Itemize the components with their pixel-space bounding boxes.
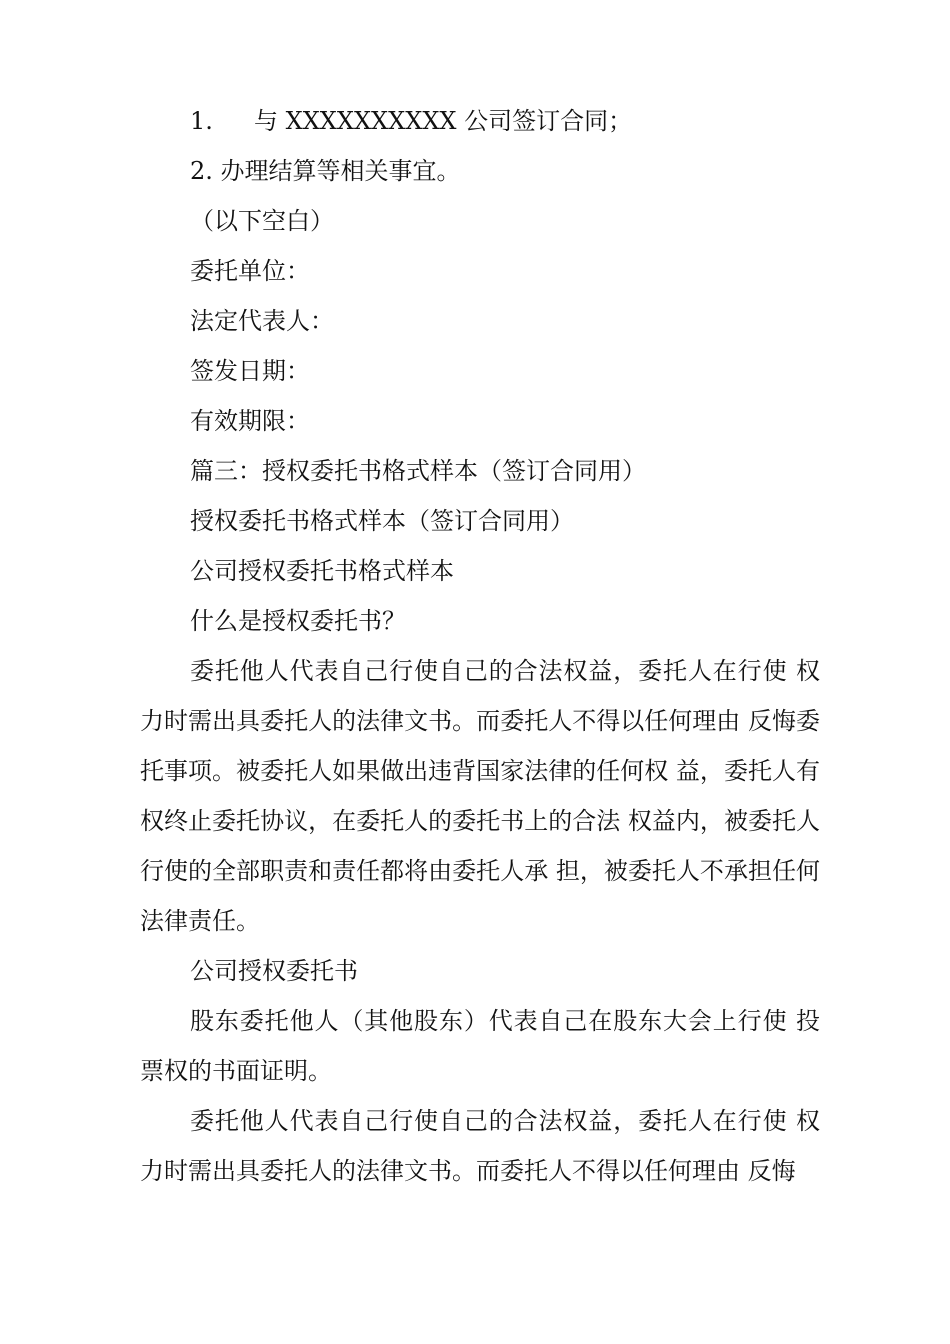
blank-note: （以下空白）: [190, 207, 334, 235]
paragraph-definition: 委托他人代表自己行使自己的合法权益，委托人在行使 权力时需出具委托人的法律文书。而委托人不得以任何理由 反悔委托事项。被委托人如果做出违背国家法律的任何权 益，委托人有权终止委托协议，在委托人的委托书上的合法 权益内，被委托人行使的全部职责和责任都将由委托人承 担，被委托人不承担任何法律责任。: [140, 657, 820, 935]
paragraph-shareholder: 股东委托他人（其他股东）代表自己在股东大会上行使 投票权的书面证明。: [140, 1007, 820, 1085]
list-item-1: [140, 96, 820, 146]
paragraph-definition-repeat: 委托他人代表自己行使自己的合法权益，委托人在行使 权力时需出具委托人的法律文书。而委托人不得以任何理由 反悔: [140, 1107, 820, 1185]
subtitle-2: 公司授权委托书格式样本: [190, 557, 454, 585]
list-item-2: 2. 办理结算等相关事宜。: [190, 157, 461, 185]
list-item-1-text: 与 XXXXXXXXXX 公司签订合同；: [254, 107, 633, 135]
validity-period-label: 有效期限：: [190, 407, 310, 435]
section-heading: 篇三：授权委托书格式样本（签订合同用）: [190, 457, 646, 485]
subtitle-1: 授权委托书格式样本（签订合同用）: [190, 507, 574, 535]
heading-company-authorization: 公司授权委托书: [190, 957, 358, 985]
list-item-1-number: 1.: [190, 107, 213, 135]
issue-date-label: 签发日期：: [190, 357, 310, 385]
legal-representative-label: 法定代表人：: [190, 307, 334, 335]
question-heading: 什么是授权委托书？: [190, 607, 406, 635]
document-body: [140, 96, 820, 1196]
principal-unit-label: 委托单位：: [190, 257, 310, 285]
